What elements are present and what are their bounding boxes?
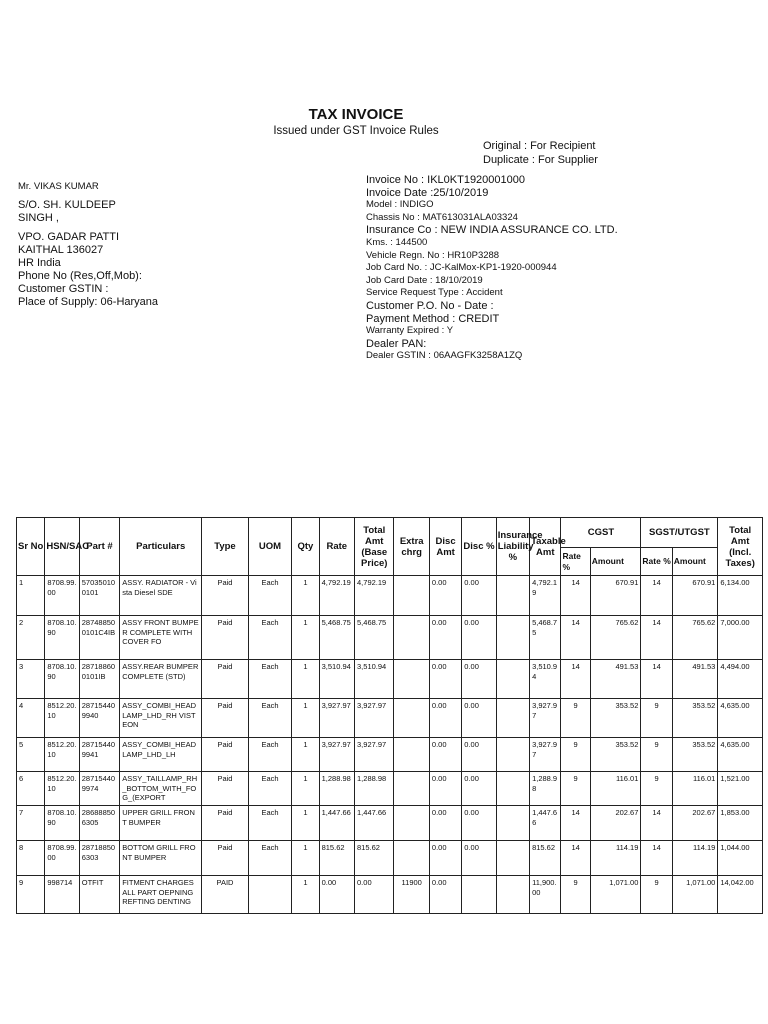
cell-cgst-amt: 491.53	[590, 660, 641, 699]
cell-total-incl: 1,521.00	[718, 772, 763, 806]
cell-cgst-amt: 114.19	[590, 841, 641, 876]
cell-total: 0.00	[355, 876, 394, 914]
header-type: Type	[202, 518, 249, 576]
cell-ins	[496, 616, 529, 660]
cell-hsn: 8708.99.00	[45, 841, 79, 876]
header-extra-charge: Extra chrg	[394, 518, 429, 576]
customer-gstin: Customer GSTIN :	[18, 283, 109, 295]
service-request-type: Service Request Type : Accident	[366, 287, 503, 299]
header-hsn: HSN/SAC	[45, 518, 79, 576]
cell-total-incl: 4,494.00	[718, 660, 763, 699]
header-sgst-rate: Rate %	[641, 548, 672, 576]
cell-total: 4,792.19	[355, 576, 394, 616]
line-items-table	[16, 517, 763, 914]
table-row	[17, 660, 763, 699]
cell-uom: Each	[248, 576, 292, 616]
cell-disc-amt: 0.00	[429, 876, 461, 914]
chassis-number: Chassis No : MAT613031ALA03324	[366, 211, 518, 223]
cell-disc-pct	[462, 876, 496, 914]
header-cgst-rate: Rate %	[561, 548, 590, 576]
cell-srno: 2	[17, 616, 45, 660]
cell-cgst-amt: 353.52	[590, 699, 641, 738]
cell-hsn: 8708.10.90	[45, 806, 79, 841]
customer-block	[18, 180, 158, 309]
cell-type: PAID	[202, 876, 249, 914]
cell-disc-amt: 0.00	[429, 738, 461, 772]
cell-qty: 1	[292, 772, 319, 806]
cell-cgst-rate: 9	[561, 738, 590, 772]
cell-part: 286888506305	[79, 806, 119, 841]
cell-sgst-amt: 114.19	[672, 841, 718, 876]
cell-particulars: UPPER GRILL FRONT BUMPER	[120, 806, 202, 841]
original-note: Original : For Recipient	[483, 140, 596, 152]
cell-extra	[394, 660, 429, 699]
cell-total: 815.62	[355, 841, 394, 876]
header-sgst-amount: Amount	[672, 548, 718, 576]
cell-disc-pct: 0.00	[462, 616, 496, 660]
header-cgst-amount: Amount	[590, 548, 641, 576]
cell-taxable: 5,468.75	[530, 616, 561, 660]
customer-po: Customer P.O. No - Date :	[366, 299, 494, 312]
cell-uom: Each	[248, 616, 292, 660]
cell-rate: 4,792.19	[319, 576, 354, 616]
cell-sgst-amt: 765.62	[672, 616, 718, 660]
dealer-gstin: Dealer GSTIN : 06AAGFK3258A1ZQ	[366, 350, 523, 362]
cell-taxable: 3,927.97	[530, 699, 561, 738]
kilometers: Kms. : 144500	[366, 236, 428, 248]
cell-total: 3,927.97	[355, 738, 394, 772]
cell-uom: Each	[248, 841, 292, 876]
job-card-date: Job Card Date : 18/10/2019	[366, 274, 483, 286]
cell-ins	[496, 738, 529, 772]
cell-part: 287154409974	[79, 772, 119, 806]
cell-total: 1,447.66	[355, 806, 394, 841]
cell-ins	[496, 699, 529, 738]
cell-disc-amt: 0.00	[429, 806, 461, 841]
table-row	[17, 616, 763, 660]
cell-qty: 1	[292, 616, 319, 660]
copy-designation	[483, 139, 598, 167]
cell-sgst-amt: 353.52	[672, 699, 718, 738]
cell-extra	[394, 576, 429, 616]
cell-disc-pct: 0.00	[462, 772, 496, 806]
dealer-pan: Dealer PAN:	[366, 337, 427, 350]
cell-part: 287188600101IB	[79, 660, 119, 699]
cell-total-incl: 4,635.00	[718, 738, 763, 772]
cell-total: 5,468.75	[355, 616, 394, 660]
cell-srno: 9	[17, 876, 45, 914]
cell-particulars: ASSY_COMBI_HEADLAMP_LHD_LH	[120, 738, 202, 772]
table-row	[17, 738, 763, 772]
cell-ins	[496, 806, 529, 841]
cell-disc-amt: 0.00	[429, 772, 461, 806]
cell-total-incl: 14,042.00	[718, 876, 763, 914]
cell-cgst-rate: 14	[561, 806, 590, 841]
cell-taxable: 1,447.66	[530, 806, 561, 841]
cell-hsn: 8512.20.10	[45, 699, 79, 738]
cell-particulars: ASSY. RADIATOR - Vista Diesel SDE	[120, 576, 202, 616]
cell-sgst-rate: 14	[641, 616, 672, 660]
cell-taxable: 3,510.94	[530, 660, 561, 699]
cell-cgst-rate: 14	[561, 616, 590, 660]
header-disc-pct: Disc %	[462, 518, 496, 576]
cell-ins	[496, 876, 529, 914]
cell-type: Paid	[202, 772, 249, 806]
cell-uom: Each	[248, 772, 292, 806]
table-row	[17, 699, 763, 738]
header-total-incl-taxes: Total Amt (Incl. Taxes)	[718, 518, 763, 576]
header-total-amt: Total Amt (Base Price)	[355, 518, 394, 576]
invoice-details	[366, 174, 618, 363]
customer-address-line3: HR India	[18, 257, 61, 269]
cell-sgst-rate: 14	[641, 660, 672, 699]
header-uom: UOM	[248, 518, 292, 576]
cell-particulars: BOTTOM GRILL FRONT BUMPER	[120, 841, 202, 876]
table-row	[17, 841, 763, 876]
cell-taxable: 3,927.97	[530, 738, 561, 772]
invoice-subtitle: Issued under GST Invoice Rules	[273, 125, 439, 137]
cell-total: 1,288.98	[355, 772, 394, 806]
cell-part: 287488500101C4IB	[79, 616, 119, 660]
cell-uom: Each	[248, 806, 292, 841]
cell-rate: 815.62	[319, 841, 354, 876]
cell-particulars: FITMENT CHARGES ALL PART OEPNING REFTING DENTING	[120, 876, 202, 914]
vehicle-model: Model : INDIGO	[366, 199, 434, 211]
cell-sgst-amt: 202.67	[672, 806, 718, 841]
customer-relation-line2: SINGH ,	[18, 212, 59, 224]
cell-ins	[496, 660, 529, 699]
cell-cgst-amt: 353.52	[590, 738, 641, 772]
header-insurance-liability: Insurance Liability %	[496, 518, 529, 576]
header-sgst: SGST/UTGST	[641, 518, 718, 548]
cell-sgst-amt: 1,071.00	[672, 876, 718, 914]
cell-uom: Each	[248, 660, 292, 699]
warranty-status: Warranty Expired : Y	[366, 325, 454, 337]
cell-extra	[394, 616, 429, 660]
cell-srno: 7	[17, 806, 45, 841]
vehicle-registration: Vehicle Regn. No : HR10P3288	[366, 249, 500, 261]
cell-extra	[394, 772, 429, 806]
cell-disc-amt: 0.00	[429, 576, 461, 616]
cell-disc-pct: 0.00	[462, 806, 496, 841]
cell-hsn: 8512.20.10	[45, 772, 79, 806]
cell-rate: 3,927.97	[319, 738, 354, 772]
cell-ins	[496, 841, 529, 876]
cell-hsn: 8708.10.90	[45, 616, 79, 660]
customer-name: Mr. VIKAS KUMAR	[18, 181, 99, 192]
cell-cgst-rate: 14	[561, 576, 590, 616]
cell-sgst-rate: 14	[641, 806, 672, 841]
header-qty: Qty	[292, 518, 319, 576]
cell-type: Paid	[202, 576, 249, 616]
cell-cgst-amt: 765.62	[590, 616, 641, 660]
cell-cgst-rate: 9	[561, 699, 590, 738]
cell-particulars: ASSY_TAILLAMP_RH_BOTTOM_WITH_FOG_(EXPORT	[120, 772, 202, 806]
cell-cgst-rate: 14	[561, 841, 590, 876]
cell-sgst-rate: 14	[641, 841, 672, 876]
cell-extra: 11900	[394, 876, 429, 914]
cell-sgst-rate: 14	[641, 576, 672, 616]
cell-taxable: 815.62	[530, 841, 561, 876]
cell-particulars: ASSY FRONT BUMPER COMPLETE WITH COVER FO	[120, 616, 202, 660]
insurance-company: Insurance Co : NEW INDIA ASSURANCE CO. LTD.	[366, 224, 618, 237]
cell-taxable: 4,792.19	[530, 576, 561, 616]
cell-rate: 0.00	[319, 876, 354, 914]
cell-ins	[496, 576, 529, 616]
cell-extra	[394, 699, 429, 738]
cell-qty: 1	[292, 738, 319, 772]
cell-part: OTFIT	[79, 876, 119, 914]
cell-srno: 6	[17, 772, 45, 806]
cell-qty: 1	[292, 876, 319, 914]
cell-sgst-amt: 116.01	[672, 772, 718, 806]
header-srno: Sr No	[17, 518, 45, 576]
cell-rate: 1,447.66	[319, 806, 354, 841]
table-row	[17, 772, 763, 806]
header-particulars: Particulars	[120, 518, 202, 576]
cell-qty: 1	[292, 699, 319, 738]
cell-part: 287188506303	[79, 841, 119, 876]
cell-cgst-rate: 9	[561, 772, 590, 806]
table-row	[17, 576, 763, 616]
cell-ins	[496, 772, 529, 806]
cell-rate: 3,510.94	[319, 660, 354, 699]
duplicate-note: Duplicate : For Supplier	[483, 154, 598, 166]
invoice-title: TAX INVOICE	[308, 106, 404, 123]
cell-sgst-rate: 9	[641, 772, 672, 806]
cell-particulars: ASSY.REAR BUMPER COMPLETE (STD)	[120, 660, 202, 699]
cell-part: 287154409941	[79, 738, 119, 772]
cell-qty: 1	[292, 841, 319, 876]
cell-type: Paid	[202, 806, 249, 841]
header-cgst: CGST	[561, 518, 641, 548]
cell-rate: 1,288.98	[319, 772, 354, 806]
cell-uom: Each	[248, 699, 292, 738]
cell-total-incl: 4,635.00	[718, 699, 763, 738]
cell-disc-pct: 0.00	[462, 841, 496, 876]
cell-total-incl: 1,853.00	[718, 806, 763, 841]
cell-type: Paid	[202, 660, 249, 699]
cell-srno: 5	[17, 738, 45, 772]
cell-hsn: 8708.99.00	[45, 576, 79, 616]
cell-cgst-amt: 670.91	[590, 576, 641, 616]
cell-rate: 3,927.97	[319, 699, 354, 738]
cell-qty: 1	[292, 660, 319, 699]
cell-disc-amt: 0.00	[429, 616, 461, 660]
cell-hsn: 8512.20.10	[45, 738, 79, 772]
cell-total: 3,927.97	[355, 699, 394, 738]
cell-srno: 1	[17, 576, 45, 616]
customer-address-line2: KAITHAL 136027	[18, 244, 104, 256]
cell-qty: 1	[292, 576, 319, 616]
cell-type: Paid	[202, 738, 249, 772]
header-part: Part #	[79, 518, 119, 576]
cell-taxable: 1,288.98	[530, 772, 561, 806]
job-card-number: Job Card No. : JC-KalMox-KP1-1920-000944	[366, 262, 557, 274]
cell-cgst-amt: 202.67	[590, 806, 641, 841]
cell-type: Paid	[202, 841, 249, 876]
cell-cgst-rate: 9	[561, 876, 590, 914]
cell-disc-pct: 0.00	[462, 738, 496, 772]
cell-extra	[394, 738, 429, 772]
cell-qty: 1	[292, 806, 319, 841]
cell-part: 570350100101	[79, 576, 119, 616]
cell-disc-pct: 0.00	[462, 660, 496, 699]
cell-cgst-amt: 116.01	[590, 772, 641, 806]
cell-particulars: ASSY_COMBI_HEADLAMP_LHD_RH VISTEON	[120, 699, 202, 738]
invoice-number: Invoice No : IKL0KT1920001000	[366, 174, 526, 186]
payment-method: Payment Method : CREDIT	[366, 312, 500, 325]
invoice-date: Invoice Date :25/10/2019	[366, 186, 489, 199]
cell-total-incl: 1,044.00	[718, 841, 763, 876]
header-taxable-amt: Taxable Amt	[530, 518, 561, 576]
cell-cgst-amt: 1,071.00	[590, 876, 641, 914]
customer-phone: Phone No (Res,Off,Mob):	[18, 270, 142, 282]
cell-total-incl: 6,134.00	[718, 576, 763, 616]
cell-hsn: 998714	[45, 876, 79, 914]
cell-total: 3,510.94	[355, 660, 394, 699]
cell-sgst-rate: 9	[641, 699, 672, 738]
cell-rate: 5,468.75	[319, 616, 354, 660]
cell-disc-pct: 0.00	[462, 576, 496, 616]
cell-sgst-amt: 491.53	[672, 660, 718, 699]
cell-srno: 4	[17, 699, 45, 738]
cell-uom: Each	[248, 738, 292, 772]
cell-disc-amt: 0.00	[429, 660, 461, 699]
cell-taxable: 11,900.00	[530, 876, 561, 914]
header-disc-amt: Disc Amt	[429, 518, 461, 576]
cell-srno: 8	[17, 841, 45, 876]
cell-total-incl: 7,000.00	[718, 616, 763, 660]
cell-type: Paid	[202, 699, 249, 738]
cell-uom	[248, 876, 292, 914]
cell-cgst-rate: 14	[561, 660, 590, 699]
cell-sgst-amt: 353.52	[672, 738, 718, 772]
cell-sgst-amt: 670.91	[672, 576, 718, 616]
customer-address-line1: VPO. GADAR PATTI	[18, 231, 120, 243]
cell-hsn: 8708.10.90	[45, 660, 79, 699]
cell-extra	[394, 841, 429, 876]
header-rate: Rate	[319, 518, 354, 576]
customer-relation-line1: S/O. SH. KULDEEP	[18, 199, 116, 211]
cell-extra	[394, 806, 429, 841]
place-of-supply: Place of Supply: 06-Haryana	[18, 296, 159, 308]
table-row	[17, 806, 763, 841]
cell-sgst-rate: 9	[641, 876, 672, 914]
cell-disc-amt: 0.00	[429, 699, 461, 738]
cell-sgst-rate: 9	[641, 738, 672, 772]
cell-type: Paid	[202, 616, 249, 660]
cell-srno: 3	[17, 660, 45, 699]
cell-disc-amt: 0.00	[429, 841, 461, 876]
table-row	[17, 876, 763, 914]
cell-part: 287154409940	[79, 699, 119, 738]
cell-disc-pct: 0.00	[462, 699, 496, 738]
